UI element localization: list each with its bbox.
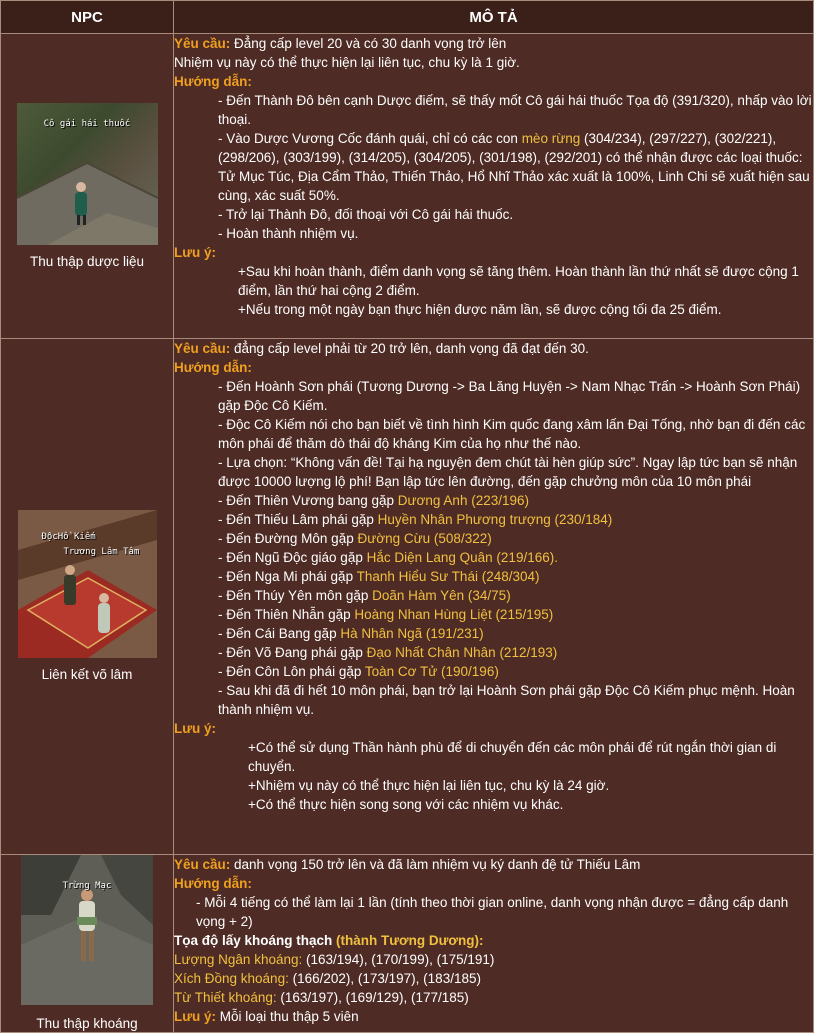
visit-step (174, 586, 813, 605)
note-label: Lưu ý: (174, 1009, 217, 1024)
npc-location: Thanh Hiểu Sư Thái (248/304) (356, 569, 540, 584)
visit-step (174, 529, 813, 548)
guide-label: Hướng dẫn: (174, 876, 252, 891)
npc-portrait (18, 510, 157, 658)
table-row (1, 34, 814, 339)
guide-step: - Trở lại Thành Đô, đối thoại với Cô gái hái thuốc. (218, 207, 514, 222)
npc-cell (1, 34, 174, 339)
visit-step (174, 510, 813, 529)
requirement-label: Yêu cầu: (174, 36, 231, 51)
coord-title-text: Tọa độ lấy khoáng thạch (174, 933, 337, 948)
ore-coords: (163/194), (170/199), (175/191) (302, 952, 495, 967)
table-row (1, 339, 814, 855)
note-item: +Sau khi hoàn thành, điểm danh vọng sẽ tăng thêm. Hoàn thành lần thứ nhất sẽ được cộng 1 điểm, lần thứ hai cộng 2 điểm. (238, 264, 799, 298)
visit-step (174, 605, 813, 624)
npc-name-tag: Trừng Mạc (62, 881, 112, 891)
repeat-note: Nhiệm vụ này có thể thực hiện lại liên tục, chu kỳ là 1 giờ. (174, 55, 520, 70)
ore-item (174, 969, 813, 988)
npc-cell (1, 855, 174, 1033)
requirement-label: Yêu cầu: (174, 341, 231, 356)
guide-step-text: (304/234), (297/227), (302/221), (298/206), (303/199), (314/205), (304/205), (301/198), (292/201) có thể nhận được các loại thuốc: Tử Mục Túc, Địa Cẩm Thảo, Thiến Thảo, Hổ Nhĩ Thảo xác xuất là 100%, Linh Chi sẽ xuất hiện sau cùng, xác suất 50%. (218, 131, 810, 203)
ore-name: Từ Thiết khoáng: (174, 990, 277, 1005)
note-item: +Có thể sử dụng Thần hành phù để di chuyển đến các môn phái để rút ngắn thời gian di chuyển. (248, 740, 777, 774)
coord-title (174, 931, 813, 950)
npc-caption: Thu thập dược liệu (30, 253, 144, 269)
npc-caption: Thu thập khoáng (36, 1016, 138, 1031)
description-cell (174, 339, 814, 855)
visit-step (174, 491, 813, 510)
visit-step (174, 624, 813, 643)
guide-step: - Sau khi đã đi hết 10 môn phái, bạn trở lại Hoành Sơn phái gặp Độc Cô Kiếm phục mệnh. Hoàn thành nhiệm vụ. (218, 683, 795, 717)
note-item: +Có thể thực hiện song song với các nhiệm vụ khác. (248, 797, 564, 812)
monster-name: mèo rừng (521, 131, 581, 146)
ore-item (174, 988, 813, 1007)
ore-item (174, 950, 813, 969)
visit-text: - Đến Võ Đang phái gặp (218, 645, 367, 660)
npc-location: Hà Nhân Ngã (191/231) (340, 626, 484, 641)
visit-text: - Đến Côn Lôn phái gặp (218, 664, 365, 679)
guide-label: Hướng dẫn: (174, 360, 252, 375)
npc-name-tag: Trương Lâm Tâm (63, 547, 140, 557)
visit-text: - Đến Đường Môn gặp (218, 531, 358, 546)
npc-location: Huyền Nhân Phương trượng (230/184) (377, 512, 613, 527)
npc-location: Đạo Nhất Chân Nhân (212/193) (366, 645, 558, 660)
guide-step-text: - Vào Dược Vương Cốc đánh quái, chỉ có các con (218, 131, 522, 146)
npc-location: Hoàng Nhan Hùng Liệt (215/195) (354, 607, 554, 622)
requirement-text: Đẳng cấp level 20 và có 30 danh vọng trở lên (230, 36, 507, 51)
visit-step (174, 548, 813, 567)
guide-step: - Độc Cô Kiếm nói cho bạn biết về tình hình Kim quốc đang xâm lấn Đại Tống, nhờ bạn đi đến các môn phái để thăm dò thái độ kháng Kim của họ như thế nào. (218, 417, 806, 451)
visit-text: - Đến Thiên Vương bang gặp (218, 493, 398, 508)
visit-text: - Đến Thiếu Lâm phái gặp (218, 512, 378, 527)
ore-coords: (163/197), (169/129), (177/185) (276, 990, 469, 1005)
requirement-text: danh vọng 150 trở lên và đã làm nhiệm vụ ký danh đệ tử Thiếu Lâm (230, 857, 641, 872)
note-item: Mỗi loại thu thập 5 viên (216, 1009, 359, 1024)
guide-step: - Đến Thành Đô bên cạnh Dược điếm, sẽ thấy mốt Cô gái hái thuốc Tọa độ (391/320), nhấp vào lời thoại. (218, 93, 812, 127)
npc-location: Doãn Hàm Yên (34/75) (372, 588, 511, 603)
npc-name-tag: Cô gái hái thuốc (43, 118, 131, 129)
npc-location: Đường Cừu (508/322) (357, 531, 492, 546)
npc-column-header: NPC (1, 1, 174, 34)
note-label: Lưu ý: (174, 721, 217, 736)
guide-label: Hướng dẫn: (174, 74, 252, 89)
guide-step (174, 129, 813, 205)
desc-column-header: MÔ TẢ (174, 1, 814, 34)
ore-name: Xích Đồng khoáng: (174, 971, 289, 986)
table-header-row (1, 1, 814, 34)
description-cell (174, 34, 814, 339)
ore-coords: (166/202), (173/197), (183/185) (288, 971, 481, 986)
npc-portrait (17, 103, 158, 245)
visit-step (174, 662, 813, 681)
requirement-text: đẳng cấp level phải từ 20 trở lên, danh vọng đã đạt đến 30. (230, 341, 589, 356)
visit-text: - Đến Nga Mi phái gặp (218, 569, 357, 584)
visit-text: - Đến Ngũ Độc giáo gặp (218, 550, 367, 565)
visit-text: - Đến Thiên Nhẫn gặp (218, 607, 355, 622)
guide-step: - Đến Hoành Sơn phái (Tương Dương -> Ba Lăng Huyện -> Nam Nhạc Trấn -> Hoành Sơn Phái) gặp Độc Cô Kiếm. (218, 379, 801, 413)
visit-step (174, 567, 813, 586)
npc-location: Toàn Cơ Tử (190/196) (364, 664, 499, 679)
guide-step: - Mỗi 4 tiếng có thể làm lại 1 lần (tính theo thời gian online, danh vọng nhận được = đẳng cấp danh vọng + 2) (196, 895, 789, 929)
table-row (1, 855, 814, 1033)
note-label: Lưu ý: (174, 245, 217, 260)
npc-name-tag: ĐộcHồ Kiếm (41, 532, 96, 542)
note-item: +Nhiệm vụ này có thể thực hiện lại liên tục, chu kỳ là 24 giờ. (248, 778, 610, 793)
guide-step: - Hoàn thành nhiệm vụ. (218, 226, 359, 241)
note-item: +Nếu trong một ngày bạn thực hiện được năm lần, sẽ được cộng tối đa 25 điểm. (238, 302, 722, 317)
scene-art (21, 855, 153, 1005)
npc-caption: Liên kết võ lâm (41, 667, 133, 682)
visit-step (174, 643, 813, 662)
npc-portrait (21, 855, 153, 1005)
npc-location: Hắc Diện Lang Quân (219/166). (366, 550, 558, 565)
guide-step: - Lựa chọn: “Không vấn đề! Tại hạ nguyện đem chút tài hèn giúp sức”. Ngay lập tức bạn sẽ nhận được 10000 lượng lộ phí! Bạn lập tức lên đường, đến gặp chưởng môn của 10 môn phái (218, 455, 798, 489)
description-cell (174, 855, 814, 1033)
coord-title-city: (thành Tương Dương): (336, 933, 484, 948)
ore-name: Lượng Ngân khoáng: (174, 952, 303, 967)
npc-cell (1, 339, 174, 855)
npc-location: Dương Anh (223/196) (397, 493, 529, 508)
visit-text: - Đến Thúy Yên môn gặp (218, 588, 373, 603)
requirement-label: Yêu cầu: (174, 857, 231, 872)
visit-text: - Đến Cái Bang gặp (218, 626, 341, 641)
